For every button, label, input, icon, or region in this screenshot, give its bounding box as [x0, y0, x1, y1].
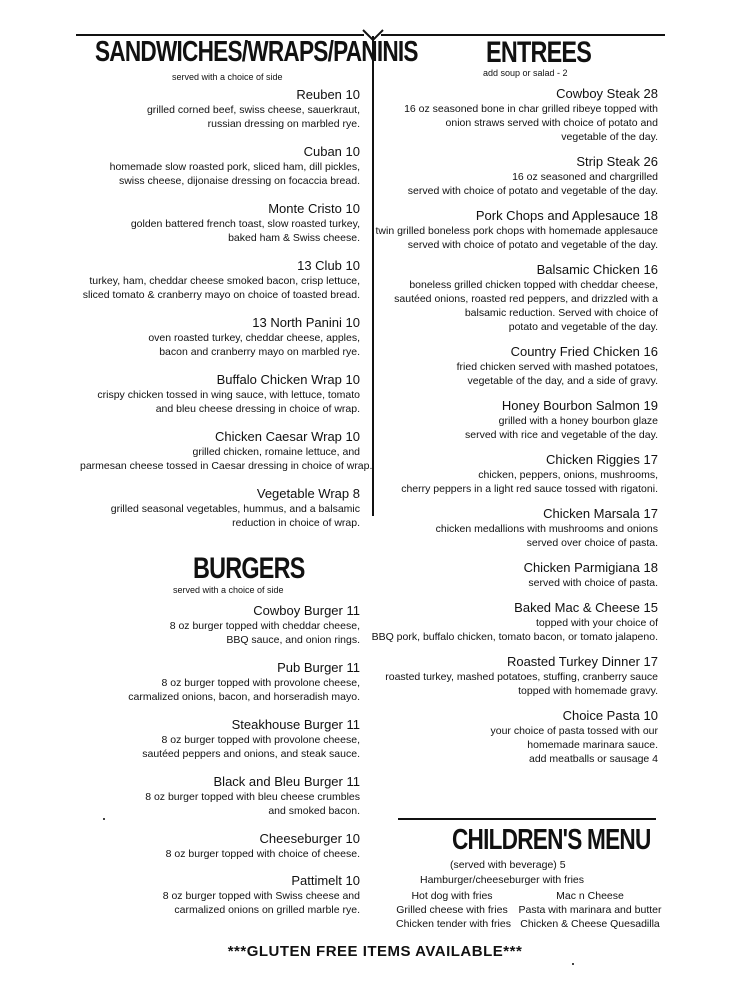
menu-item-description: [370, 102, 658, 144]
description-line: boneless grilled chicken topped with cheddar cheese,: [409, 279, 658, 291]
description-line: add meatballs or sausage 4: [529, 753, 658, 765]
menu-item-title: [80, 660, 360, 676]
menu-item-title: [370, 600, 658, 616]
description-line: 8 oz burger topped with Swiss cheese and: [162, 890, 360, 902]
children-menu-first-item: Hamburger/cheeseburger with fries: [420, 874, 584, 886]
menu-item-title: [370, 708, 658, 724]
menu-item-price: 10: [345, 315, 360, 330]
burgers-title: BURGERS: [193, 552, 305, 585]
menu-item-name: Cheeseburger: [259, 831, 342, 846]
menu-item-name: Reuben: [296, 87, 342, 102]
menu-item-title: [370, 208, 658, 224]
menu-item-description: [370, 414, 658, 442]
menu-item-description: [80, 847, 360, 861]
menu-item-price: 11: [346, 774, 360, 789]
description-line: served with choice of pasta.: [528, 577, 658, 589]
menu-item-price: 18: [643, 560, 658, 575]
description-line: sliced tomato & cranberry mayo on choice of toasted bread.: [82, 289, 360, 301]
menu-item-name: Baked Mac & Cheese: [514, 600, 640, 615]
menu-item-price: 10: [345, 258, 360, 273]
entrees-title: ENTREES: [486, 36, 592, 69]
description-line: topped with homemade gravy.: [518, 685, 658, 697]
sandwiches-subtitle: served with a choice of side: [172, 72, 283, 82]
description-line: vegetable of the day.: [561, 131, 658, 143]
menu-item-description: [80, 733, 360, 761]
menu-item-price: 16: [643, 344, 658, 359]
menu-item: [370, 86, 658, 144]
description-line: crispy chicken tossed in wing sauce, with lettuce, tomato: [97, 389, 360, 401]
description-line: served over choice of pasta.: [526, 537, 658, 549]
scan-speck: [572, 963, 574, 965]
menu-item-name: Honey Bourbon Salmon: [501, 398, 640, 413]
menu-item-title: [370, 398, 658, 414]
menu-item: [80, 486, 360, 530]
children-menu-right: [515, 889, 665, 931]
list-item: Chicken tender with fries: [396, 918, 511, 930]
menu-item-title: [80, 87, 360, 103]
sandwiches-title: SANDWICHES/WRAPS/PANINIS: [95, 36, 418, 68]
menu-item-title: [80, 774, 360, 790]
menu-item-price: 10: [345, 831, 360, 846]
menu-item-price: 16: [643, 262, 658, 277]
menu-item-title: [80, 717, 360, 733]
menu-item-name: Pattimelt: [291, 873, 342, 888]
menu-item: [80, 603, 360, 647]
description-line: chicken, peppers, onions, mushrooms,: [478, 469, 658, 481]
description-line: grilled chicken, romaine lettuce, and: [192, 446, 360, 458]
menu-item-title: [370, 560, 658, 576]
description-line: served with choice of potato and vegetable of the day.: [407, 185, 658, 197]
menu-item-name: Cowboy Steak: [556, 86, 640, 101]
menu-item-price: 26: [643, 154, 658, 169]
gluten-free-note: ***GLUTEN FREE ITEMS AVAILABLE***: [227, 943, 523, 960]
menu-item-title: [80, 603, 360, 619]
description-line: parmesan cheese tossed in Caesar dressing in choice of wrap.: [80, 460, 373, 472]
description-line: vegetable of the day, and a side of gravy.: [467, 375, 658, 387]
description-line: and smoked bacon.: [268, 805, 360, 817]
menu-item-description: [370, 360, 658, 388]
menu-item: [370, 398, 658, 442]
description-line: 8 oz burger topped with provolone cheese,: [161, 734, 360, 746]
menu-item-name: Country Fried Chicken: [510, 344, 640, 359]
menu-item-description: [80, 889, 360, 917]
menu-item-description: [370, 576, 658, 590]
menu-item: [80, 144, 360, 188]
menu-item-title: [370, 452, 658, 468]
description-line: carmalized onions on grilled marble rye.: [174, 904, 360, 916]
menu-item-title: [80, 144, 360, 160]
menu-item-name: Cuban: [303, 144, 342, 159]
menu-item-price: 10: [345, 429, 360, 444]
menu-item-title: [80, 372, 360, 388]
description-line: homemade slow roasted pork, sliced ham, dill pickles,: [109, 161, 360, 173]
children-menu-title: CHILDREN'S MENU: [452, 824, 651, 856]
menu-item: [370, 208, 658, 252]
description-line: roasted turkey, mashed potatoes, stuffing, cranberry sauce: [385, 671, 658, 683]
menu-item: [80, 315, 360, 359]
menu-item-description: [80, 502, 360, 530]
menu-item-title: [370, 262, 658, 278]
menu-item-description: [80, 388, 360, 416]
menu-item-description: [80, 676, 360, 704]
description-line: served with choice of potato and vegetable of the day.: [407, 239, 658, 251]
list-item: Grilled cheese with fries: [396, 904, 508, 916]
list-item: Hot dog with fries: [411, 890, 493, 902]
menu-item: [370, 452, 658, 496]
menu-item-price: 18: [643, 208, 658, 223]
description-line: 8 oz burger topped with bleu cheese crumbles: [145, 791, 360, 803]
menu-item-name: Roasted Turkey Dinner: [506, 654, 640, 669]
menu-item-description: [80, 274, 360, 302]
menu-item-name: Pub Burger: [277, 660, 343, 675]
menu-item-price: 28: [643, 86, 658, 101]
description-line: and bleu cheese dressing in choice of wrap.: [155, 403, 360, 415]
menu-item-description: [370, 724, 658, 766]
menu-item: [80, 774, 360, 818]
menu-item-price: 10: [345, 201, 360, 216]
menu-item-name: Choice Pasta: [562, 708, 640, 723]
description-line: grilled corned beef, swiss cheese, sauerkraut,: [146, 104, 360, 116]
menu-item-price: 17: [643, 452, 658, 467]
description-line: 8 oz burger topped with provolone cheese,: [161, 677, 360, 689]
menu-item: [80, 717, 360, 761]
menu-item-description: [80, 619, 360, 647]
menu-item-name: Steakhouse Burger: [231, 717, 343, 732]
menu-item-title: [80, 873, 360, 889]
description-line: oven roasted turkey, cheddar cheese, apples,: [148, 332, 360, 344]
menu-item-price: 10: [345, 873, 360, 888]
menu-item-title: [80, 486, 360, 502]
menu-item: [80, 831, 360, 861]
menu-item-description: [80, 160, 360, 188]
scan-speck: [103, 818, 105, 820]
description-line: potato and vegetable of the day.: [508, 321, 658, 333]
menu-item-name: Vegetable Wrap: [256, 486, 350, 501]
menu-item: [370, 506, 658, 550]
description-line: sautéed onions, roasted red peppers, and drizzled with a: [394, 293, 658, 305]
description-line: 16 oz seasoned and chargrilled: [512, 171, 658, 183]
menu-item: [80, 87, 360, 131]
description-line: served with rice and vegetable of the day.: [464, 429, 658, 441]
children-menu-rule: [398, 818, 656, 820]
menu-item-price: 10: [345, 372, 360, 387]
menu-item-name: Chicken Marsala: [543, 506, 640, 521]
menu-item-description: [370, 170, 658, 198]
menu-item-name: Chicken Parmigiana: [523, 560, 640, 575]
menu-item-description: [80, 790, 360, 818]
menu-item-name: Strip Steak: [576, 154, 640, 169]
menu-item-name: Balsamic Chicken: [536, 262, 640, 277]
description-line: twin grilled boneless pork chops with homemade applesauce: [375, 225, 658, 237]
menu-item-title: [370, 344, 658, 360]
description-line: grilled seasonal vegetables, hummus, and a balsamic: [110, 503, 360, 515]
menu-item-price: 15: [643, 600, 658, 615]
menu-item-name: Pork Chops and Applesauce: [475, 208, 640, 223]
description-line: swiss cheese, dijonaise dressing on focaccia bread.: [118, 175, 360, 187]
menu-item-price: 17: [643, 506, 658, 521]
menu-item: [80, 201, 360, 245]
menu-item-name: 13 Club: [297, 258, 342, 273]
menu-item-description: [80, 445, 373, 473]
menu-item-name: 13 North Panini: [252, 315, 342, 330]
menu-item-title: [80, 258, 360, 274]
menu-item-price: 11: [346, 660, 360, 675]
menu-item-price: 19: [643, 398, 658, 413]
description-line: 8 oz burger topped with cheddar cheese,: [169, 620, 360, 632]
description-line: bacon and cranberry mayo on marbled rye.: [159, 346, 360, 358]
menu-item-description: [80, 103, 360, 131]
menu-item-description: [370, 616, 658, 644]
description-line: russian dressing on marbled rye.: [207, 118, 360, 130]
children-menu-left: [396, 889, 511, 931]
menu-item-description: [370, 224, 658, 252]
description-line: 8 oz burger topped with choice of cheese.: [165, 848, 360, 860]
menu-item-title: [370, 654, 658, 670]
menu-item-price: 10: [345, 87, 360, 102]
menu-item: [80, 660, 360, 704]
menu-item-name: Monte Cristo: [268, 201, 342, 216]
description-line: BBQ pork, buffalo chicken, tomato bacon, or tomato jalapeno.: [371, 631, 658, 643]
menu-item-description: [80, 331, 360, 359]
description-line: golden battered french toast, slow roasted turkey,: [130, 218, 360, 230]
menu-item-price: 10: [345, 144, 360, 159]
menu-item-name: Cowboy Burger: [253, 603, 343, 618]
description-line: baked ham & Swiss cheese.: [228, 232, 360, 244]
menu-item-description: [80, 217, 360, 245]
description-line: 16 oz seasoned bone in char grilled ribeye topped with: [404, 103, 658, 115]
menu-item: [370, 654, 658, 698]
menu-item-title: [80, 429, 360, 445]
menu-item-price: 10: [643, 708, 658, 723]
menu-item: [370, 600, 658, 644]
menu-item-price: 8: [352, 486, 360, 501]
menu-item: [80, 429, 373, 473]
menu-item: [80, 372, 360, 416]
menu-item-price: 11: [346, 603, 360, 618]
menu-item: [370, 262, 658, 334]
description-line: sautéed peppers and onions, and steak sauce.: [142, 748, 360, 760]
burgers-subtitle: served with a choice of side: [173, 585, 284, 595]
list-item: Mac n Cheese: [556, 890, 624, 902]
menu-item-description: [370, 278, 658, 334]
menu-item-name: Chicken Caesar Wrap: [214, 429, 342, 444]
menu-item-name: Black and Bleu Burger: [213, 774, 343, 789]
menu-item: [370, 344, 658, 388]
menu-item: [80, 873, 360, 917]
description-line: balsamic reduction. Served with choice of: [464, 307, 658, 319]
menu-item-price: 17: [643, 654, 658, 669]
description-line: BBQ sauce, and onion rings.: [226, 634, 360, 646]
menu-item-title: [80, 201, 360, 217]
children-menu-subtitle: (served with beverage) 5: [450, 859, 566, 871]
entrees-list: [370, 86, 658, 766]
menu-item-description: [370, 670, 658, 698]
description-line: your choice of pasta tossed with our: [490, 725, 658, 737]
description-line: grilled with a honey bourbon glaze: [498, 415, 658, 427]
description-line: chicken medallions with mushrooms and onions: [435, 523, 658, 535]
description-line: topped with your choice of: [536, 617, 658, 629]
description-line: homemade marinara sauce.: [527, 739, 658, 751]
list-item: Chicken & Cheese Quesadilla: [520, 918, 660, 930]
menu-item: [370, 154, 658, 198]
menu-item-title: [370, 506, 658, 522]
menu-item-description: [370, 522, 658, 550]
description-line: reduction in choice of wrap.: [232, 517, 360, 529]
menu-item-title: [80, 315, 360, 331]
menu-item: [80, 258, 360, 302]
menu-item-title: [370, 86, 658, 102]
description-line: carmalized onions, bacon, and horseradish mayo.: [128, 691, 360, 703]
menu-item: [370, 560, 658, 590]
entrees-subtitle: add soup or salad - 2: [483, 68, 568, 78]
menu-item-price: 11: [346, 717, 360, 732]
sandwiches-list: [80, 87, 373, 530]
description-line: fried chicken served with mashed potatoes,: [456, 361, 658, 373]
list-item: Pasta with marinara and butter: [518, 904, 662, 916]
description-line: cherry peppers in a light red sauce tossed with rigatoni.: [401, 483, 658, 495]
burgers-list: [80, 603, 360, 917]
menu-item-name: Buffalo Chicken Wrap: [216, 372, 342, 387]
menu-item-title: [80, 831, 360, 847]
menu-item-description: [370, 468, 658, 496]
menu-item-title: [370, 154, 658, 170]
description-line: turkey, ham, cheddar cheese smoked bacon, crisp lettuce,: [89, 275, 360, 287]
description-line: onion straws served with choice of potato and: [445, 117, 658, 129]
menu-item: [370, 708, 658, 766]
menu-item-name: Chicken Riggies: [545, 452, 640, 467]
